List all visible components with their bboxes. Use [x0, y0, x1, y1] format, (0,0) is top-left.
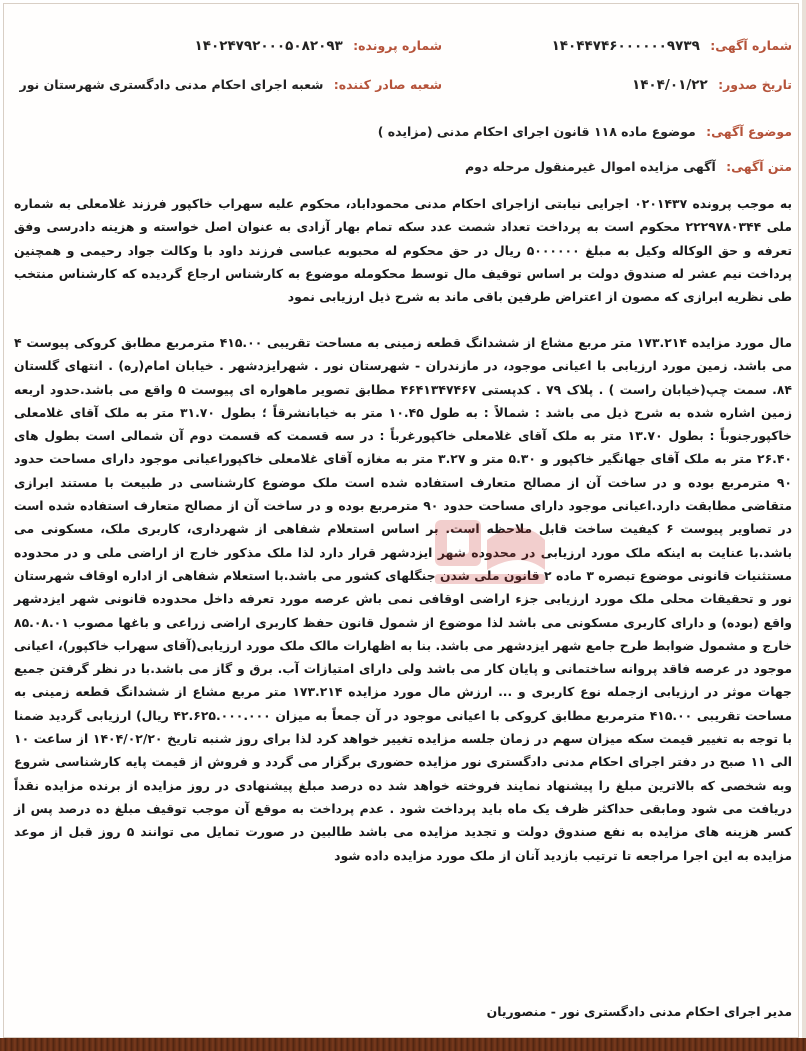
ad-subject: [378, 124, 792, 139]
signature: مدیر اجرای احکام مدنی دادگستری نور - منصوریان: [486, 1004, 792, 1019]
issuer: [20, 77, 442, 92]
case-number-value: ۱۴۰۲۴۷۹۲۰۰۰۵۰۸۲۰۹۳: [194, 38, 343, 54]
ad-number: [552, 38, 792, 54]
issue-date-label: تاریخ صدور:: [718, 77, 792, 92]
taskbar-strip: [0, 1038, 806, 1051]
paragraph-property-description: مال مورد مزایده ۱۷۳.۲۱۴ متر مربع مشاع از ششدانگ قطعه زمینی به مساحت تقریبی ۴۱۵.۰۰ مترمربع مطابق کروکی پیوست ۴ می باشد. زمین مورد ارزیابی با اعیانی موجود، در مازندران - شهرستان نور . شهرایزدشهر . خیابان امام(ره) . انتهای گلستان ۸۴. سمت چپ(خیابان راست ) . پلاک ۷۹ . کدپستی ۴۶۴۱۳۴۷۴۶۷ مطابق تصویر ماهواره ای پیوست ۵ واقع می باشد.حدود اربعه زمین اشاره شده به شرح ذیل می باشد : شمالاً : به طول ۱۰.۴۵ متر به خیابانشرقاً ؛ بطول ۳۱.۷۰ متر به ملک آقای غلامعلی خاکپورجنوباً : بطول ۱۳.۷۰ متر به ملک آقای غلامعلی خاکپورغرباً : در سه قسمت که قسمت دوم آن شمالی است بطول های ۲۶.۴۰ متر به ملک آقای جهانگیر خاکپور و ۵.۳۰ متر و ۳.۲۷ متر به مغازه آقای غلامعلی خاکپوراعیانی موجود دارای مساحت حدود ۹۰ مترمربع بوده و در ساخت آن از مصالح متعارف استفاده شده است ملک موضوع کارشناسی در طبیعت با مستند ابرازی متقاضی مطابقت دارد.اعیانی موجود دارای مساحت حدود ۹۰ مترمربع بوده و در ساخت آن از مصالح متعارف استفاده شده است در تصاویر پیوست ۶ کیفیت ساخت قابل ملاحظه است. بر اساس استعلام شفاهی از شهرداری، کاربری ملک، مسکونی می باشد.با عنایت به اینکه ملک مورد ارزیابی در محدوده شهر ایزدشهر قرار دارد لذا ملک مذکور خارج از اراضی ملی و در محدوده مستثنیات قانونی موضوع تبصره ۳ ماده ۲ قانون ملی شدن جنگلهای کشور می باشد.با استعلام شفاهی از اداره اوقاف شهرستان نور و تحقیقات محلی ملک مورد ارزیابی جزء اراضی اوقافی نمی باش عرصه مورد تعرفه داخل محدوده قانونی شهر ایزدشهر واقع (بوده) و دارای کاربری مسکونی می باشد لذا موضوع از شمول قانون حفظ کاربری اراضی زراعی و باغها مصوب ۸۵.۰۸.۰۱ خارج و مشمول ضوابط طرح جامع شهر ایزدشهر می باشد. بنا به اظهارات مالک ملک مورد ارزیابی(آقای سهراب خاکپور)، اعیانی موجود در عرصه فاقد پروانه ساختمانی و پایان کار می باشد ولی دارای امتیازات آب. برق و گاز می باشد.با در نظر گرفتن جمیع جهات موثر در ارزیابی ازجمله نوع کاربری و ... ارزش مال مورد مزایده ۱۷۳.۲۱۴ متر مربع مشاع از ششدانگ قطعه زمینی به مساحت تقریبی ۴۱۵.۰۰ مترمربع مطابق کروکی با اعیانی موجود در آن جمعاً به میزان ۴۲.۶۲۵.۰۰۰.۰۰۰ ریال) ارزیابی گردید ضمنا با توجه به تغییر قیمت سکه میزان سهم در زمان جلسه مزایده تغییر خواهد کرد لذا برای روز شنبه تاریخ ۱۴۰۴/۰۲/۲۰ از ساعت ۱۰ الی ۱۱ صبح در دفتر اجرای احکام مدنی دادگستری نور مزایده حضوری برگزار می گردد و فروش از قیمت پایه کارشناسی شروع وبه شخصی که بالاترین مبلغ را پیشنهاد نمایند فروخته خواهد شد ده درصد مبلغ پیشنهادی در روز مزایده از برنده مزایده نقداً دریافت می شود ومابقی حداکثر ظرف یک ماه باید پرداخت شود . عدم پرداخت به موقع آن موجب توقیف مبلغ ده درصد پس از کسر هزینه های مزایده به نفع صندوق دولت و تجدید مزایده می باشد طالبین در صورت تمایل می توانند ۵ روز قبل از موعد مزایده به این اجرا مراجعه تا ترتیب بازدید آنان از ملک مورد مزایده داده شود: [14, 335, 793, 863]
red-logo-watermark-icon: [425, 510, 555, 600]
ad-body-title-label: متن آگهی:: [726, 159, 792, 174]
issuer-label: شعبه صادر کننده:: [333, 77, 442, 92]
case-number: [194, 38, 442, 54]
ad-number-label: شماره آگهی:: [710, 38, 792, 53]
ad-subject-value: موضوع ماده ۱۱۸ قانون اجرای احکام مدنی (مزایده ): [377, 124, 696, 139]
case-number-label: شماره پرونده:: [353, 38, 442, 53]
ad-subject-label: موضوع آگهی:: [706, 124, 792, 139]
paragraph-case-details: به موجب پرونده ۰۲۰۱۴۳۷ اجرایی نیابتی ازاجرای احکام مدنی محموداباد، محکوم علیه سهراب خاکپور فرزند غلامعلی به شماره ملی ۲۲۲۹۷۸۰۳۴۴ محکوم است به پرداخت تعداد شصت عدد سکه تمام بهار آزادی به عنوان اصل خواسته و هزینه دادرسی وفق تعرفه و حق الوکاله وکیل به مبلغ ۵۰۰۰۰۰۰ ریال در حق محکوم له محبوبه عباسی فرزند داود با وکالت جواد رحیمی و همچنین پرداخت نیم عشر له صندوق دولت بر اساس توقیف مال توسط محکومله موضوع به کارشناس ارجاع گردیده که کارشناس منتخب طی نظریه ابرازی که مصون از اعتراض طرفین باقی ماند به شرح ذیل ارزیابی نمود: [14, 196, 793, 305]
issue-date-value: ۱۴۰۴/۰۱/۲۲: [631, 77, 708, 93]
issuer-value: شعبه اجرای احکام مدنی دادگستری شهرستان نور: [19, 77, 324, 92]
ad-body-title: [465, 159, 792, 174]
ad-number-value: ۱۴۰۴۴۷۴۶۰۰۰۰۰۰۹۷۳۹: [551, 38, 700, 54]
ad-body-title-value: آگهی مزایده اموال غیرمنقول مرحله دوم: [464, 159, 716, 174]
window-edge: [802, 0, 806, 1038]
issue-date: [632, 77, 792, 93]
